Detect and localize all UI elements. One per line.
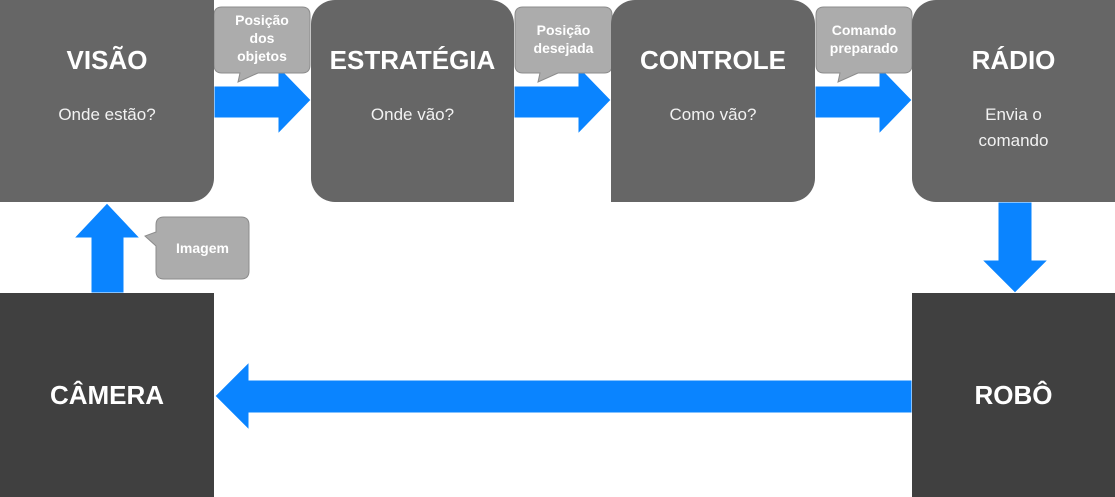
arrow-radio-to-robo xyxy=(982,202,1048,293)
controle-title: CONTROLE xyxy=(640,45,786,75)
callout-posicao-objetos-line3: objetos xyxy=(237,48,287,64)
visao-title: VISÃO xyxy=(66,45,148,75)
callout-posicao-desejada-line2: desejada xyxy=(533,40,594,56)
arrow-controle-to-radio xyxy=(815,66,912,134)
estrategia-title: ESTRATÉGIA xyxy=(329,45,496,75)
callout-imagem xyxy=(156,239,249,257)
radio-title: RÁDIO xyxy=(971,45,1056,75)
controle-subtitle: Como vão? xyxy=(669,105,757,124)
block-robo xyxy=(912,293,1115,497)
estrategia-subtitle: Onde vão? xyxy=(370,105,455,124)
callout-comando-preparado xyxy=(816,21,912,57)
callout-posicao-desejada xyxy=(515,21,612,57)
callout-comando-preparado-line1: Comando xyxy=(831,22,897,38)
callout-comando-preparado-line2: preparado xyxy=(829,40,899,56)
callout-posicao-desejada-line1: Posição xyxy=(536,22,591,38)
arrow-robo-to-camera xyxy=(215,362,912,430)
callout-imagem-line1: Imagem xyxy=(176,240,229,256)
robo-title: ROBÔ xyxy=(974,380,1053,410)
radio-subtitle-line1: Envia o xyxy=(985,105,1042,124)
callout-posicao-objetos xyxy=(214,11,310,65)
block-controle xyxy=(611,0,815,202)
arrow-visao-to-estrategia xyxy=(214,66,311,134)
block-estrategia xyxy=(311,0,514,202)
camera-title: CÂMERA xyxy=(49,380,165,410)
block-visao xyxy=(0,0,214,202)
arrow-estrategia-to-controle xyxy=(514,66,611,134)
arrow-camera-to-visao xyxy=(74,203,140,293)
block-camera xyxy=(0,293,214,497)
block-radio xyxy=(912,0,1115,202)
callout-posicao-objetos-line1: Posição xyxy=(235,12,289,28)
callout-posicao-objetos-line2: dos xyxy=(249,30,275,46)
radio-subtitle-line2: comando xyxy=(978,131,1049,150)
visao-subtitle: Onde estão? xyxy=(58,105,156,124)
